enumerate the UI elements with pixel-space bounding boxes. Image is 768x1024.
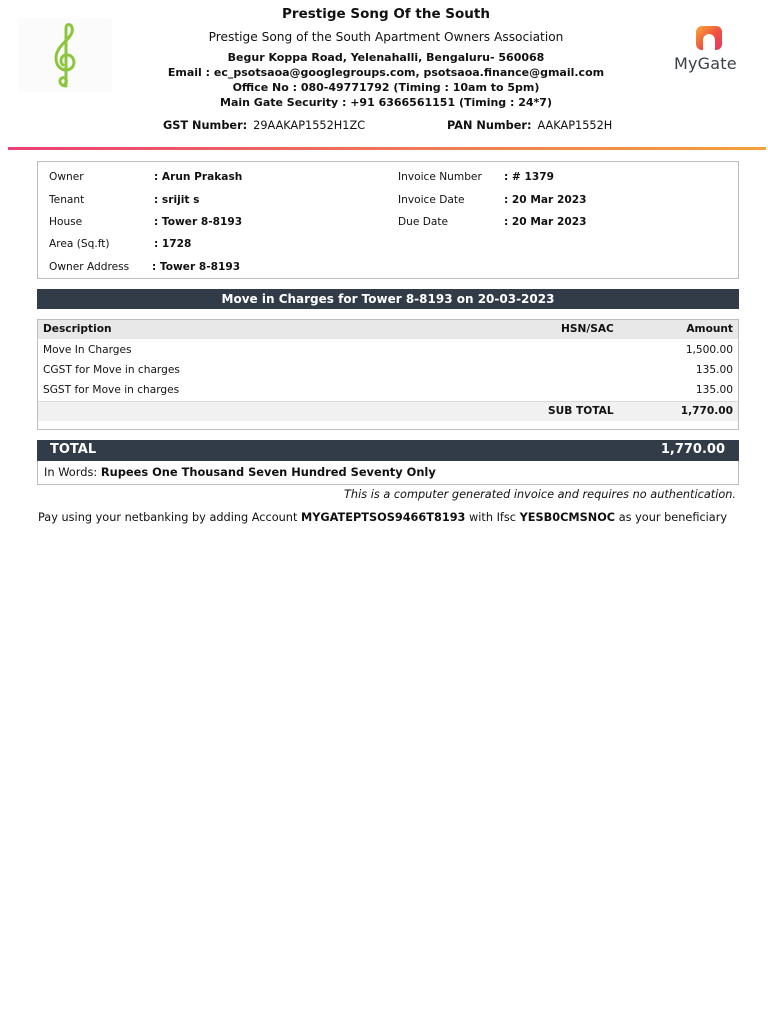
payment-middle: with Ifsc xyxy=(469,511,516,524)
payment-suffix: as your beneficiary xyxy=(618,511,728,524)
owner-value: : Arun Prakash xyxy=(154,171,243,183)
table-row-description: SGST for Move in charges xyxy=(43,384,180,396)
due-date-label: Due Date xyxy=(398,216,449,228)
invoice-date-label: Invoice Date xyxy=(398,194,465,206)
mygate-logo xyxy=(672,24,750,76)
description-header: Description xyxy=(43,323,112,335)
treble-clef-icon xyxy=(48,22,82,88)
gst-value: 29AAKAP1552H1ZC xyxy=(253,119,366,132)
house-label: House xyxy=(49,216,83,228)
area-label: Area (Sq.ft) xyxy=(49,238,110,250)
table-row-description: Move In Charges xyxy=(43,344,132,356)
society-subtitle: Prestige Song of the South Apartment Owners Association xyxy=(208,30,564,44)
charges-table xyxy=(37,319,739,430)
in-words-value: Rupees One Thousand Seven Hundred Seventy Only xyxy=(100,465,436,479)
invoice-number-label: Invoice Number xyxy=(398,171,482,183)
amount-in-words xyxy=(37,461,739,485)
table-row-amount: 135.00 xyxy=(695,364,733,376)
invoice-date-value: : 20 Mar 2023 xyxy=(504,194,587,206)
total-label: TOTAL xyxy=(50,442,97,457)
total-bar xyxy=(37,440,739,461)
table-row-amount: 135.00 xyxy=(695,384,733,396)
house-value: : Tower 8-8193 xyxy=(154,216,243,228)
gst-number xyxy=(163,119,365,132)
table-header xyxy=(38,320,738,339)
owner-address-label: Owner Address xyxy=(49,261,130,273)
invoice-info-box xyxy=(37,161,739,279)
payment-account: MYGATEPTSOS9466T8193 xyxy=(300,511,466,524)
invoice-disclaimer: This is a computer generated invoice and requires no authentication. xyxy=(344,488,736,501)
pan-number xyxy=(447,119,612,132)
hsn-header: HSN/SAC xyxy=(561,323,614,335)
society-title: Prestige Song Of the South xyxy=(282,6,490,22)
invoice-number-value: : # 1379 xyxy=(504,171,554,183)
owner-label: Owner xyxy=(49,171,84,183)
table-row-amount: 1,500.00 xyxy=(685,344,733,356)
payment-ifsc: YESB0CMSNOC xyxy=(519,511,616,524)
table-row-description: CGST for Move in charges xyxy=(43,364,180,376)
subtotal-label: SUB TOTAL xyxy=(548,405,614,417)
owner-address-value: : Tower 8-8193 xyxy=(152,261,241,273)
society-address: Begur Koppa Road, Yelenahalli, Bengaluru- 560068 xyxy=(227,51,545,64)
header-divider xyxy=(8,147,766,150)
charges-heading: Move in Charges for Tower 8-8193 on 20-03-2023 xyxy=(37,289,739,309)
gst-label: GST Number: xyxy=(163,119,248,132)
payment-instructions xyxy=(38,510,738,526)
mygate-logo-text: MyGate xyxy=(674,54,737,73)
subtotal-row xyxy=(38,401,738,421)
invoice-header xyxy=(0,0,768,150)
gate-security-number: Main Gate Security : +91 6366561151 (Timing : 24*7) xyxy=(220,96,552,109)
tenant-value: : srijit s xyxy=(154,194,200,206)
pan-value: AAKAP1552H xyxy=(537,119,613,132)
tenant-label: Tenant xyxy=(49,194,85,206)
due-date-value: : 20 Mar 2023 xyxy=(504,216,587,228)
payment-prefix: Pay using your netbanking by adding Account xyxy=(38,511,298,524)
mygate-logo-icon xyxy=(696,26,722,50)
office-number: Office No : 080-49771792 (Timing : 10am to 5pm) xyxy=(232,81,540,94)
in-words-label: In Words: xyxy=(44,465,98,479)
society-logo xyxy=(18,18,112,92)
subtotal-value: 1,770.00 xyxy=(680,405,733,417)
pan-label: PAN Number: xyxy=(447,119,532,132)
society-email: Email : ec_psotsaoa@googlegroups.com, psotsaoa.finance@gmail.com xyxy=(167,66,605,79)
amount-header: Amount xyxy=(686,323,733,335)
area-value: : 1728 xyxy=(154,238,192,250)
total-value: 1,770.00 xyxy=(660,442,725,457)
